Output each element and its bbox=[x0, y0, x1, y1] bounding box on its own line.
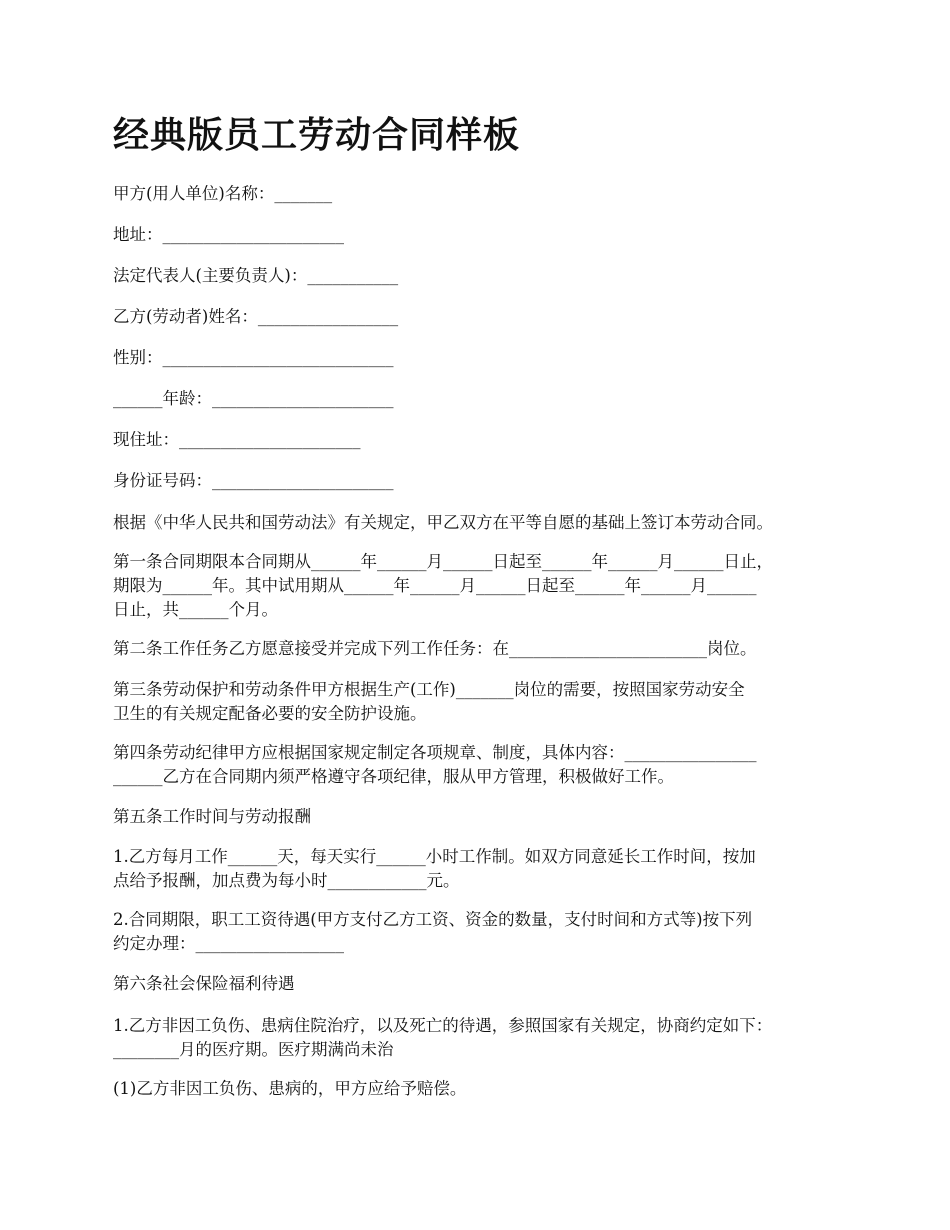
article-6-subitem-1: (1)乙方非因工负伤、患病的，甲方应给予赔偿。 bbox=[113, 1079, 467, 1098]
field-current-address: 现住址：______________________ bbox=[113, 430, 361, 449]
preamble-paragraph: 根据《中华人民共和国劳动法》有关规定，甲乙双方在平等自愿的基础上签订本劳动合同。 bbox=[113, 513, 773, 532]
article-5-item-1: 1.乙方每月工作______天，每天实行______小时工作制。如双方同意延长工作时间，按加 点给予报酬，加点费为每小时____________元。 bbox=[113, 847, 756, 890]
article-4-paragraph: 第四条劳动纪律甲方应根据国家规定制定各项规章、制度，具体内容：________________ ______乙方在合同期内须严格遵守各项纪律，服从甲方管理，积极做好工作。 bbox=[113, 743, 757, 786]
article-5-heading: 第五条工作时间与劳动报酬 bbox=[113, 807, 311, 826]
field-employer-name: 甲方(用人单位)名称：_______ bbox=[113, 184, 333, 203]
article-6-item-1: 1.乙方非因工负伤、患病住院治疗，以及死亡的待遇，参照国家有关规定，协商约定如下： ________月的医疗期。医疗期满尚未治 bbox=[113, 1016, 773, 1059]
field-age: ______年龄：______________________ bbox=[113, 389, 394, 408]
field-legal-representative: 法定代表人(主要负责人)：___________ bbox=[113, 266, 399, 285]
field-address: 地址：______________________ bbox=[113, 225, 344, 244]
field-id-number: 身份证号码：______________________ bbox=[113, 471, 394, 490]
article-2-paragraph: 第二条工作任务乙方愿意接受并完成下列工作任务：在________________________岗位。 bbox=[113, 639, 757, 658]
field-employee-name: 乙方(劳动者)姓名：_________________ bbox=[113, 307, 399, 326]
article-3-paragraph: 第三条劳动保护和劳动条件甲方根据生产(工作)_______岗位的需要，按照国家劳动安全 卫生的有关规定配备必要的安全防护设施。 bbox=[113, 680, 745, 723]
article-1-paragraph: 第一条合同期限本合同期从______年______月______日起至______年______月______日止， 期限为______年。其中试用期从______年______月______日起至______年______月______ 日止，共______个月。 bbox=[113, 552, 773, 619]
document-title: 经典版员工劳动合同样板 bbox=[113, 115, 521, 156]
article-5-item-2: 2.合同期限，职工工资待遇(甲方支付乙方工资、资金的数量，支付时间和方式等)按下列 约定办理：__________________ bbox=[113, 910, 753, 953]
field-gender: 性别：____________________________ bbox=[113, 348, 394, 367]
article-6-heading: 第六条社会保险福利待遇 bbox=[113, 974, 295, 993]
